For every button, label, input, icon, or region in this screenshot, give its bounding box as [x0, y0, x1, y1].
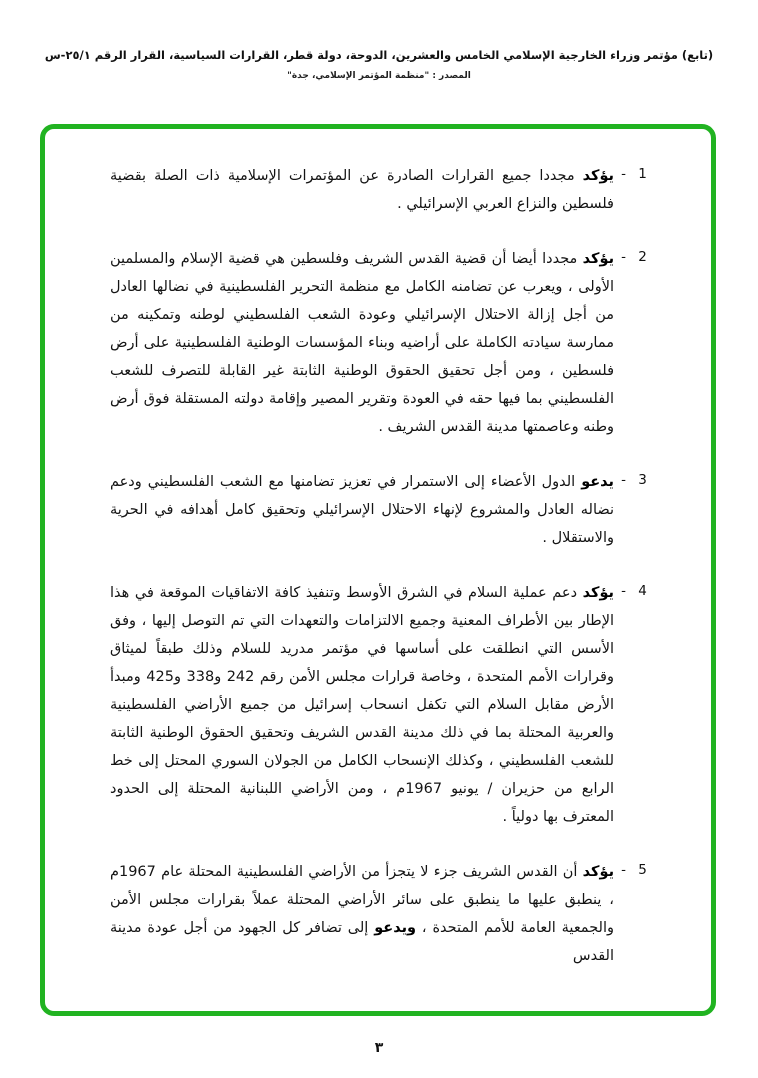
- clause-2-lead: يؤكد: [582, 251, 615, 267]
- clause-1-number: - 1: [621, 166, 651, 182]
- clause-2-body: مجددا أيضا أن قضية القدس الشريف وفلسطين هي قضية الإسلام والمسلمين الأولى ، ويعرب عن تضامنه الكامل مع منظمة التحرير الفلسطينية في نضالها العادل من أجل إزالة الاحتلال الإسرائيلي وعودة الشعب الفلسطيني لوطنه وتمكينه من ممارسة سيادته الكاملة على أراضيه وبناء المؤسسات الوطنية الفلسطينية على أرض فلسطين ، ومن أجل تحقيق الحقوق الوطنية الثابتة غير القابلة للتصرف للشعب الفلسطيني بما فيها حقه في العودة وتقرير المصير وإقامة دولته المستقلة فوق أرض وطنه وعاصمتها مدينة القدس الشريف .: [110, 251, 614, 435]
- clause-5-number: - 5: [621, 862, 651, 878]
- clause-5-body2: إلى تضافر كل الجهود من أجل عودة مدينة القدس: [110, 920, 614, 964]
- clause-5: [110, 858, 658, 970]
- clause-1-text: [110, 162, 614, 218]
- clause-1-body: مجددا جميع القرارات الصادرة عن المؤتمرات الإسلامية ذات الصلة بقضية فلسطين والنزاع العربي الإسرائيلي .: [110, 168, 614, 212]
- clause-5-text: [110, 858, 614, 970]
- resolution-body: [110, 162, 658, 997]
- clause-2-number: - 2: [621, 249, 651, 265]
- source-label: المصدر :: [432, 71, 471, 81]
- clause-4-text: [110, 579, 614, 831]
- clause-5-body: أن القدس الشريف جزء لا يتجزأ من الأراضي الفلسطينية المحتلة عام 1967م ، ينطبق عليها ما ينطبق على سائر الأراضي المحتلة عملاً بقرارات مجلس الأمن والجمعية العامة للأمم المتحدة ،: [110, 864, 614, 936]
- page-number: ٣: [374, 1040, 384, 1056]
- clause-1: [110, 162, 658, 218]
- clause-5-lead2: ويدعو: [374, 920, 417, 936]
- clause-3-number: - 3: [621, 472, 651, 488]
- document-header: [0, 48, 758, 81]
- header-source: [0, 71, 758, 81]
- clause-4: [110, 579, 658, 831]
- header-title: (تابع) مؤتمر وزراء الخارجية الإسلامي الخامس والعشرين، الدوحة، دولة قطر، القرارات السياسية، القرار الرقم ٢٥/١-س: [44, 48, 714, 62]
- clause-3-body: الدول الأعضاء إلى الاستمرار في تعزيز تضامنها مع الشعب الفلسطيني ودعم نضاله العادل والمشروع لإنهاء الاحتلال الإسرائيلي وتحقيق كامل أهدافه في الحرية والاستقلال .: [110, 474, 614, 546]
- clause-4-body: دعم عملية السلام في الشرق الأوسط وتنفيذ كافة الاتفاقيات الموقعة في هذا الإطار بين الأطراف المعنية وجميع الالتزامات والتعهدات التي تم التوصل إليها ، وفق الأسس التي انطلقت على أساسها في مؤتمر مدريد للسلام وذلك طبقاً لميثاق وقرارات الأمم المتحدة ، وخاصة قرارات مجلس الأمن رقم 242 و338 و425 ومبدأ الأرض مقابل السلام التي تكفل انسحاب إسرائيل من جميع الأراضي الفلسطينية والعربية المحتلة بما في ذلك مدينة القدس الشريف وتحقيق الحقوق الوطنية الثابتة للشعب الفلسطيني ، وكذلك الإنسحاب الكامل من الجولان السوري المحتل إلى خط الرابع من حزيران / يونيو 1967م ، ومن الأراضي اللبنانية المحتلة إلى الحدود المعترف بها دولياً .: [110, 585, 614, 825]
- source-value: "منظمة المؤتمر الإسلامي، جدة": [287, 71, 430, 81]
- clause-2-text: [110, 245, 614, 441]
- clause-3-lead: يدعو: [581, 474, 615, 490]
- clause-3: [110, 468, 658, 552]
- clause-2: [110, 245, 658, 441]
- clause-4-number: - 4: [621, 583, 651, 599]
- clause-3-text: [110, 468, 614, 552]
- clause-5-lead: يؤكد: [582, 864, 615, 880]
- clause-4-lead: يؤكد: [582, 585, 614, 601]
- clause-1-lead: يؤكد: [582, 168, 614, 184]
